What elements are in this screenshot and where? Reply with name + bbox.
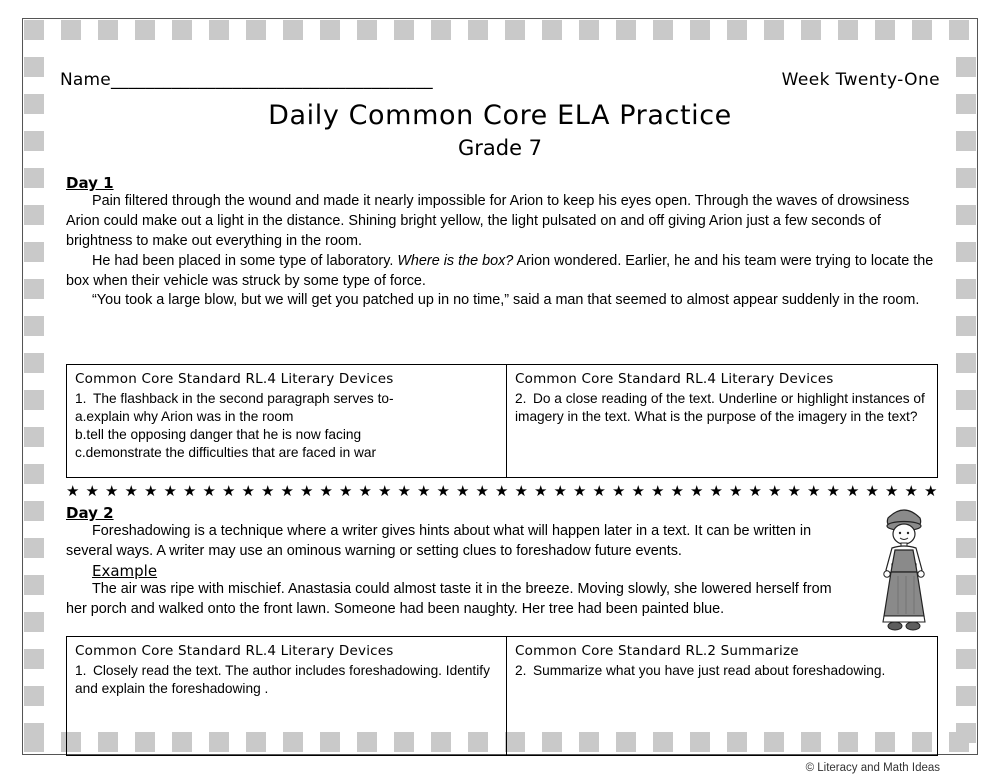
divider-star-icon: ★ (670, 483, 684, 500)
divider-star-icon: ★ (300, 483, 314, 500)
day2-q2-question (515, 662, 929, 680)
day1-q2-number: 2. (515, 391, 527, 406)
day1-q1-choice-a[interactable] (75, 408, 498, 426)
day1-q1-choice-b-text: tell the opposing danger that he is now facing (86, 427, 362, 443)
divider-star-icon: ★ (807, 483, 821, 500)
divider-star-icon: ★ (495, 483, 509, 500)
day1-q1-choice-a-letter: a. (75, 409, 87, 425)
day2-example-label: Example (92, 561, 158, 580)
divider-star-icon: ★ (573, 483, 587, 500)
day1-q2-text: Do a close reading of the text. Underline or highlight instances of imagery in the text. What is the purpose of the imagery in the text? (515, 391, 925, 425)
day1-q2-question (515, 390, 929, 426)
divider-star-icon: ★ (924, 483, 938, 500)
divider-star-icon: ★ (358, 483, 372, 500)
divider-star-icon: ★ (885, 483, 899, 500)
day2-intro: Foreshadowing is a technique where a writer gives hints about what will happen later in a text. It can be written in several ways. A writer may use an ominous warning or setting clues to foreshadow future events. (66, 523, 812, 559)
day1-q1-standard: Common Core Standard RL.4 Literary Devices (75, 371, 394, 387)
day2-question1-box[interactable] (67, 637, 507, 755)
page-subtitle: Grade 7 (457, 136, 543, 160)
divider-star-icon: ★ (105, 483, 119, 500)
divider-star-icon: ★ (709, 483, 723, 500)
divider-star-icon: ★ (729, 483, 743, 500)
divider-star-icon: ★ (319, 483, 333, 500)
divider-star-icon: ★ (144, 483, 158, 500)
divider-star-icon: ★ (397, 483, 411, 500)
day1-q1-choice-b-letter: b. (75, 427, 87, 443)
day2-answer-boxes (66, 636, 938, 756)
day2-q1-number: 1. (75, 663, 87, 678)
divider-star-icon: ★ (163, 483, 177, 500)
divider-star-icon: ★ (280, 483, 294, 500)
divider-star-icon: ★ (846, 483, 860, 500)
divider-star-icon: ★ (417, 483, 431, 500)
day1-label: Day 1 (66, 174, 114, 192)
day2-q1-question (75, 662, 498, 698)
divider-star-icon: ★ (690, 483, 704, 500)
divider-star-icon: ★ (66, 483, 80, 500)
divider-star-icon: ★ (651, 483, 665, 500)
day1-paragraph-2 (66, 252, 938, 292)
divider-star-icon: ★ (826, 483, 840, 500)
star-divider (66, 484, 938, 499)
header-row (60, 70, 940, 90)
day1-paragraph-2a: He had been placed in some type of laboratory. (92, 252, 398, 269)
day1-paragraph-1: Pain filtered through the wound and made it nearly impossible for Arion to keep his eyes open. Through the waves of drowsiness Arion could make out a light in the distance. Shining bright yellow, the light pulsated on and off giving Arion just a few seconds of brightness to make out everything in the room. (66, 193, 910, 249)
week-label: Week Twenty-One (781, 70, 940, 90)
copyright-footer: © Literacy and Math Ideas (805, 762, 940, 774)
name-field-label[interactable]: Name_____________________________________ (60, 70, 433, 90)
day1-paragraph-3: “You took a large blow, but we will get you patched up in no time,” said a man that seemed to almost appear suddenly in the room. (92, 292, 920, 309)
day2-q2-number: 2. (515, 663, 527, 678)
day2-label: Day 2 (66, 504, 114, 522)
divider-star-icon: ★ (631, 483, 645, 500)
divider-star-icon: ★ (124, 483, 138, 500)
worksheet-content (50, 48, 950, 774)
day2-question2-box[interactable] (507, 637, 937, 755)
day1-q1-choice-c[interactable] (75, 444, 498, 462)
page-title: Daily Common Core ELA Practice (268, 100, 732, 131)
divider-star-icon: ★ (261, 483, 275, 500)
day1-q1-choice-a-text: explain why Arion was in the room (86, 409, 294, 425)
divider-star-icon: ★ (768, 483, 782, 500)
divider-star-icon: ★ (183, 483, 197, 500)
day1-q1-choice-c-letter: c. (75, 445, 86, 461)
day2-q2-standard: Common Core Standard RL.2 Summarize (515, 643, 799, 659)
divider-star-icon: ★ (85, 483, 99, 500)
day1-q1-text: The flashback in the second paragraph serves to- (93, 391, 394, 406)
divider-star-icon: ★ (241, 483, 255, 500)
day1-q2-standard: Common Core Standard RL.4 Literary Devices (515, 371, 834, 387)
divider-star-icon: ★ (787, 483, 801, 500)
day1-q1-number: 1. (75, 391, 87, 406)
day1-paragraph-2-italic: Where is the box? (397, 252, 514, 269)
divider-star-icon: ★ (436, 483, 450, 500)
day1-paragraph-2b: Arion wondered. Earlier, he and his team were trying to locate the box when their vehicle was struck by some type of force. (66, 252, 934, 289)
day2-example-text: The air was ripe with mischief. Anastasia could almost taste it in the breeze. Moving slowly, she lowered herself from her porch and walked onto the front lawn. Someone had been naughty. Her tree had been painted blue. (66, 580, 832, 617)
divider-star-icon: ★ (378, 483, 392, 500)
day1-q1-question (75, 390, 498, 408)
day2-q1-standard: Common Core Standard RL.4 Literary Devices (75, 643, 394, 659)
day1-q1-choice-b[interactable] (75, 426, 498, 444)
day1-section (66, 174, 938, 311)
divider-star-icon: ★ (553, 483, 567, 500)
divider-star-icon: ★ (748, 483, 762, 500)
divider-star-icon: ★ (592, 483, 606, 500)
divider-star-icon: ★ (612, 483, 626, 500)
divider-star-icon: ★ (534, 483, 548, 500)
divider-star-icon: ★ (904, 483, 918, 500)
day1-question2-box[interactable] (507, 365, 937, 477)
divider-star-icon: ★ (456, 483, 470, 500)
day2-section (66, 504, 856, 620)
day1-q1-choice-c-text: demonstrate the difficulties that are faced in war (85, 445, 377, 461)
divider-star-icon: ★ (339, 483, 353, 500)
divider-star-icon: ★ (865, 483, 879, 500)
day2-q1-text: Closely read the text. The author includes foreshadowing. Identify and explain the foreshadowing . (75, 663, 490, 697)
divider-star-icon: ★ (514, 483, 528, 500)
divider-star-icon: ★ (202, 483, 216, 500)
divider-star-icon: ★ (222, 483, 236, 500)
day1-answer-boxes (66, 364, 938, 478)
colonial-girl-illustration (862, 500, 946, 634)
day1-question1-box[interactable] (67, 365, 507, 477)
divider-star-icon: ★ (475, 483, 489, 500)
day2-q2-text: Summarize what you have just read about foreshadowing. (533, 663, 886, 678)
